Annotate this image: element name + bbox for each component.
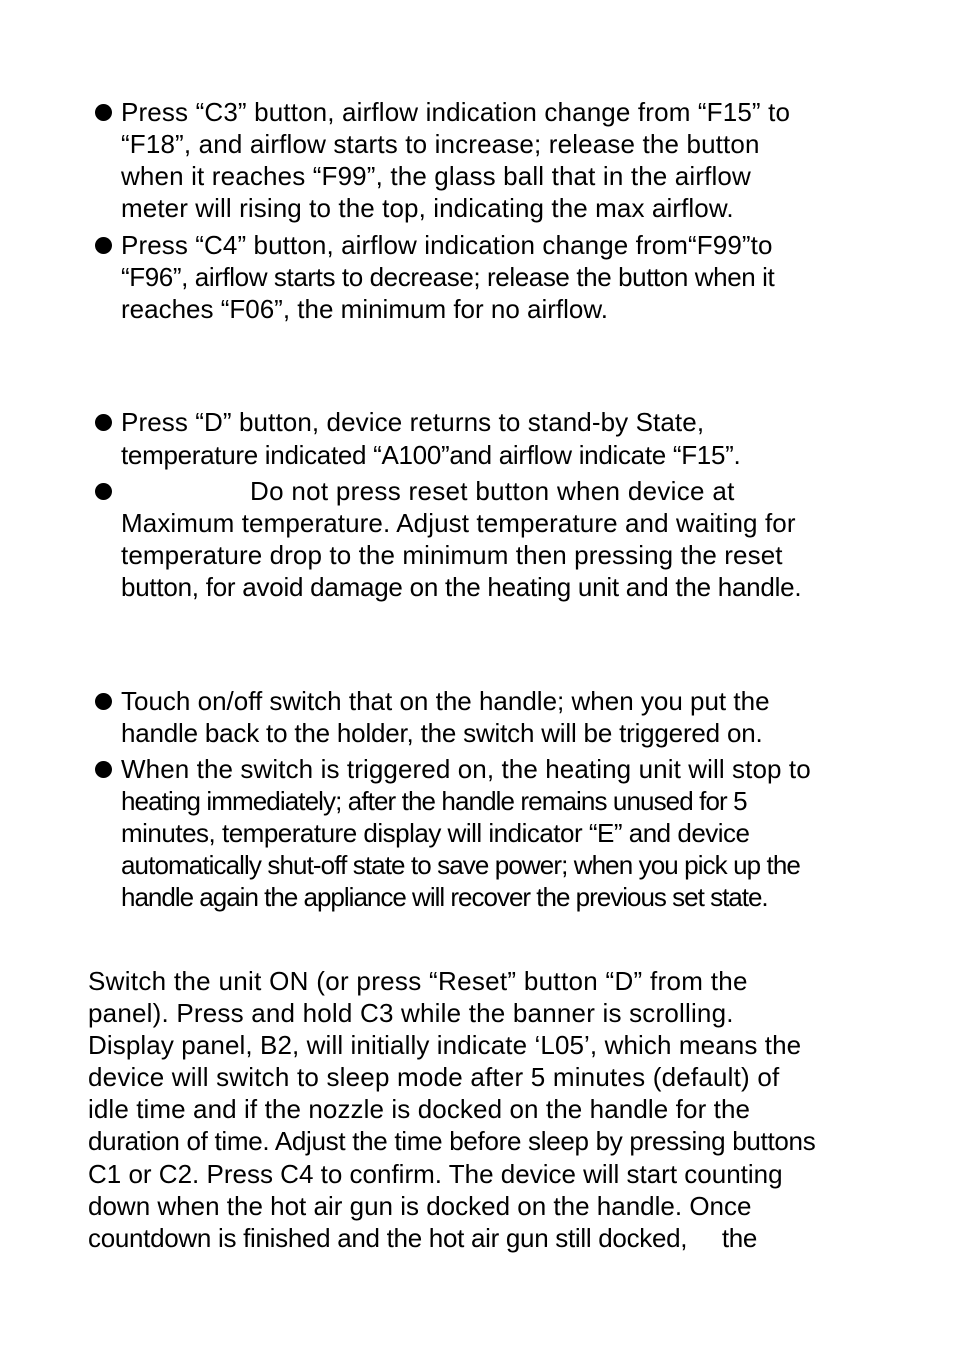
bullet-6-line-5: handle again the appliance will recover the previous set state. — [121, 882, 768, 912]
bullet-6-line-2: heating immediately; after the handle remains unused for 5 — [121, 786, 747, 816]
paragraph-line-9: countdown is finished and the hot air gun still docked, the — [88, 1223, 758, 1253]
bullet-dot — [95, 104, 112, 121]
bullet-6-line-3: minutes, temperature display will indicator “E” and device — [121, 818, 750, 848]
paragraph-line-6: duration of time. Adjust the time before sleep by pressing buttons — [88, 1126, 816, 1156]
paragraph-line-5: idle time and if the nozzle is docked on the handle for the — [88, 1094, 751, 1124]
bullet-2-line-3: reaches “F06”, the minimum for no airflow. — [121, 294, 608, 324]
bullet-3-line-1: Press “D” button, device returns to stand-by State, — [121, 407, 705, 437]
bullet-4-line-4: button, for avoid damage on the heating unit and the handle. — [121, 572, 802, 602]
bullet-5-line-2: handle back to the holder, the switch will be triggered on. — [121, 718, 763, 748]
bullet-1-line-3: when it reaches “F99”, the glass ball that in the airflow — [121, 161, 751, 191]
bullet-dot — [95, 761, 112, 778]
bullet-1-line-1: Press “C3” button, airflow indication change from “F15” to — [121, 97, 791, 127]
bullet-6-line-4: automatically shut-off state to save power; when you pick up the — [121, 850, 800, 880]
bullet-6-line-1: When the switch is triggered on, the heating unit will stop to — [121, 754, 811, 784]
bullet-3-line-2: temperature indicated “A100”and airflow indicate “F15”. — [121, 440, 741, 470]
bullet-1-line-2: “F18”, and airflow starts to increase; release the button — [121, 129, 760, 159]
paragraph-line-2: panel). Press and hold C3 while the banner is scrolling. — [88, 998, 734, 1028]
bullet-4-line-3: temperature drop to the minimum then pressing the reset — [121, 540, 783, 570]
paragraph-line-1: Switch the unit ON (or press “Reset” button “D” from the — [88, 966, 748, 996]
paragraph-line-4: device will switch to sleep mode after 5 minutes (default) of — [88, 1062, 780, 1092]
paragraph-line-7: C1 or C2. Press C4 to confirm. The device will start counting — [88, 1159, 783, 1189]
bullet-2-line-2: “F96”, airflow starts to decrease; release the button when it — [121, 262, 775, 292]
bullet-4-line-2: Maximum temperature. Adjust temperature and waiting for — [121, 508, 796, 538]
bullet-dot — [95, 693, 112, 710]
bullet-2-line-1: Press “C4” button, airflow indication change from“F99”to — [121, 230, 773, 260]
bullet-dot — [95, 483, 112, 500]
bullet-dot — [95, 414, 112, 431]
bullet-1-line-4: meter will rising to the top, indicating the max airflow. — [121, 193, 734, 223]
bullet-4-line-1: Do not press reset button when device at — [250, 476, 735, 506]
paragraph-line-3: Display panel, B2, will initially indicate ‘L05’, which means the — [88, 1030, 802, 1060]
bullet-5-line-1: Touch on/off switch that on the handle; when you put the — [121, 686, 770, 716]
paragraph-line-8: down when the hot air gun is docked on the handle. Once — [88, 1191, 752, 1221]
bullet-dot — [95, 237, 112, 254]
